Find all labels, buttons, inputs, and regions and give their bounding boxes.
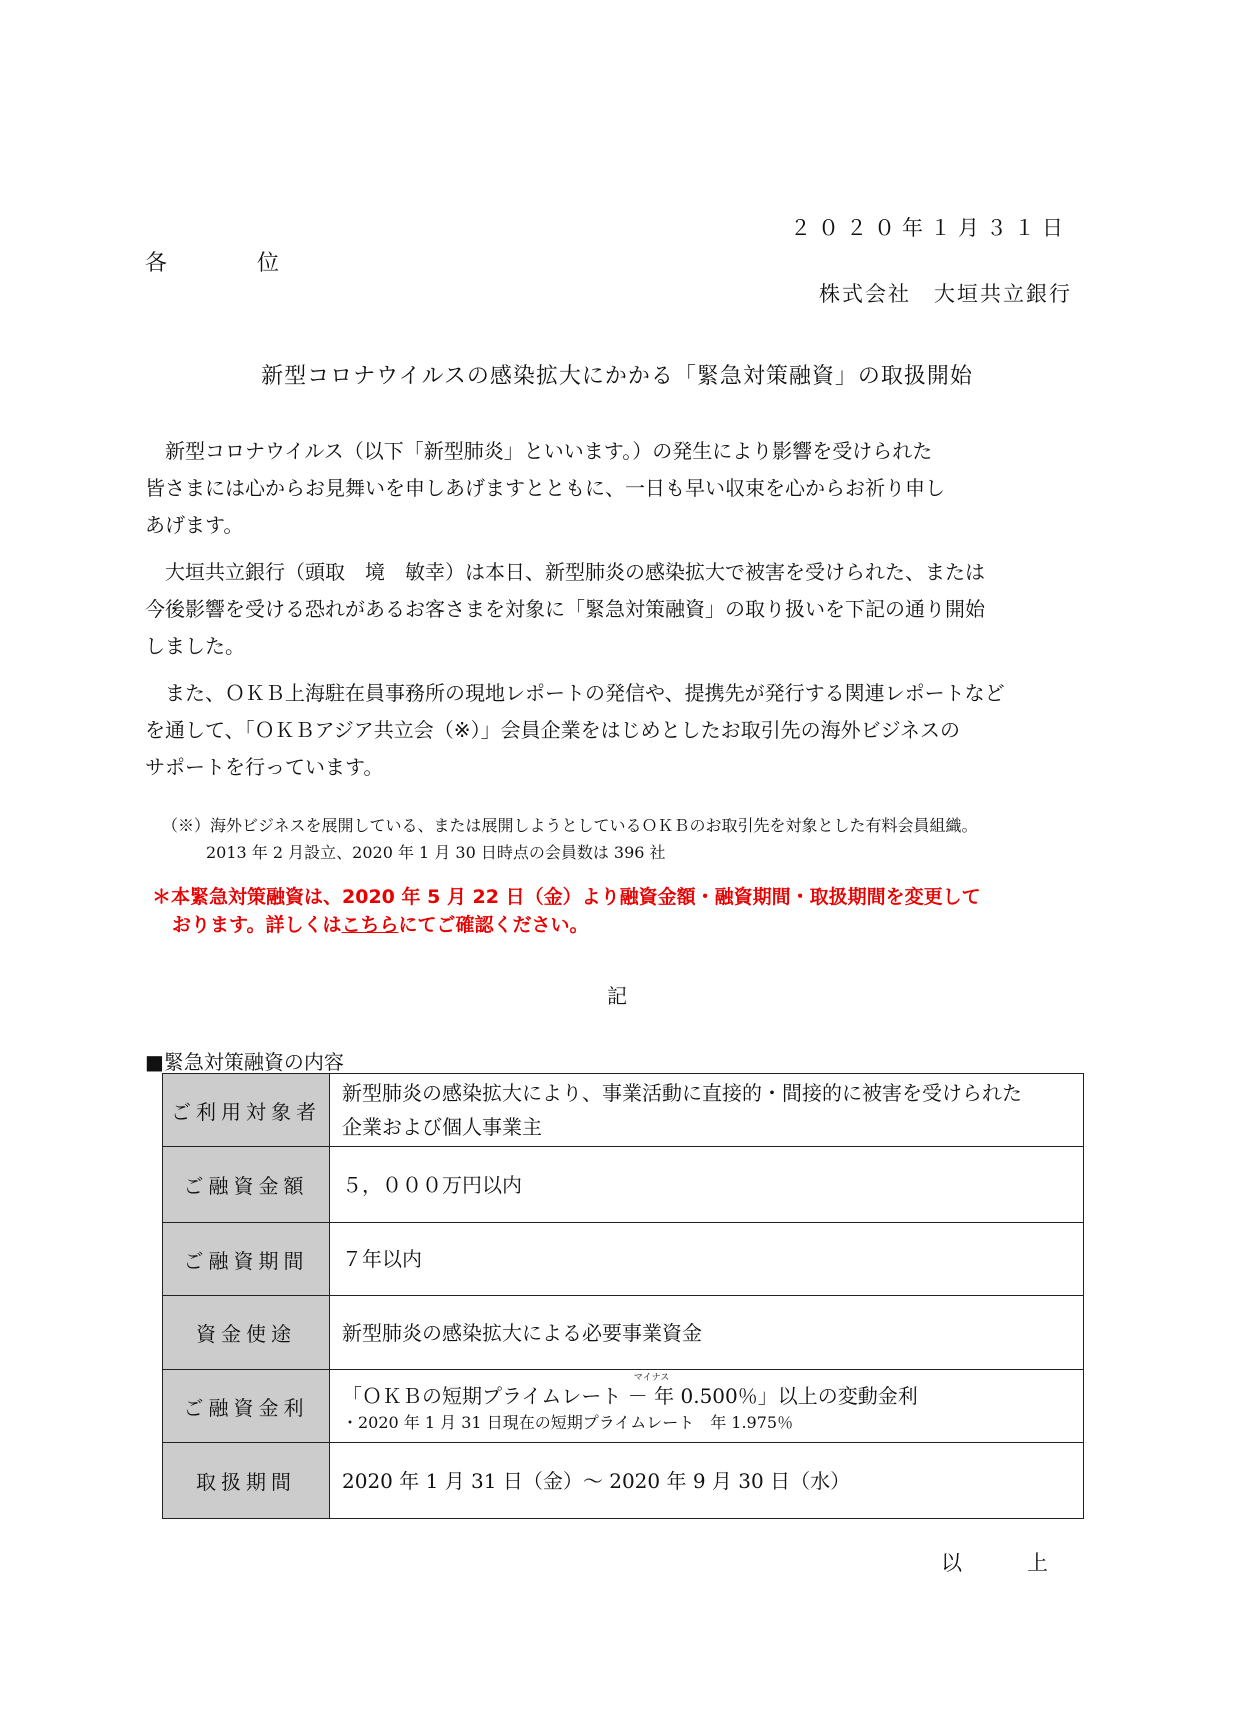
row-value: 新型肺炎の感染拡大による必要事業資金	[330, 1296, 1084, 1370]
row-value	[330, 1074, 1084, 1147]
row-value: ７年以内	[330, 1223, 1084, 1296]
table-row	[163, 1147, 1084, 1223]
loan-details-table	[162, 1073, 1084, 1519]
row-label: ご融資金額	[163, 1147, 330, 1223]
minus-symbol: －	[627, 1384, 648, 1408]
row-label: 取扱期間	[163, 1443, 330, 1519]
section-heading: ■緊急対策融資の内容	[145, 1050, 344, 1074]
paragraph-line: また、ＯＫＢ上海駐在員事務所の現地レポートの発信や、提携先が発行する関連レポートなど	[165, 681, 1005, 705]
value-line: 新型肺炎の感染拡大により、事業活動に直接的・間接的に被害を受けられた	[342, 1081, 1022, 1105]
row-label: ご融資期間	[163, 1223, 330, 1296]
paragraph-line: 新型コロナウイルス（以下「新型肺炎」といいます。）の発生により影響を受けられた	[165, 439, 933, 463]
rate-text: 「ＯＫＢの短期プライムレート	[342, 1384, 622, 1408]
row-label: 資金使途	[163, 1296, 330, 1370]
closing-mark: 以 上	[941, 1551, 1070, 1575]
value-line: 企業および個人事業主	[342, 1115, 542, 1139]
addressee: 各 位	[145, 251, 314, 276]
minus-sign	[627, 1373, 670, 1413]
paragraph-greeting	[145, 433, 1070, 544]
notice-line	[152, 911, 981, 939]
document-date: ２０２０年１月３１日	[790, 216, 1070, 240]
paragraph-announcement	[145, 554, 1070, 665]
paragraph-line: しました。	[145, 634, 245, 658]
paragraph-line	[145, 712, 1070, 749]
paragraph-text: を通して、	[145, 718, 245, 742]
notice-text: おります。詳しくは	[172, 914, 342, 936]
paragraph-line: あげます。	[145, 513, 244, 537]
ki-heading: 記	[607, 984, 627, 1008]
paragraph-line	[145, 591, 1070, 628]
details-link[interactable]: こちら	[341, 914, 399, 936]
document-title: 新型コロナウイルスの感染拡大にかかる「緊急対策融資」の取扱開始	[261, 364, 973, 389]
paragraph-emphasis: 「緊急対策融資」の取り扱いを下記の通り開始	[565, 597, 985, 621]
table-row	[163, 1370, 1084, 1443]
row-value: ５，０００万円以内	[330, 1147, 1084, 1223]
row-value	[330, 1370, 1084, 1443]
paragraph-line: 皆さまには心からお見舞いを申しあげますとともに、一日も早い収束を心からお祈り申し	[145, 476, 945, 500]
footnote-line: （※）海外ビジネスを展開している、または展開しようとしているＯＫＢのお取引先を対象とした有料会員組織。	[162, 816, 978, 835]
minus-reading: マイナス	[633, 1373, 670, 1383]
row-value: 2020 年 1 月 31 日（金）～ 2020 年 9 月 30 日（水）	[330, 1443, 1084, 1519]
paragraph-emphasis: サポート	[145, 755, 225, 779]
paragraph-line: 大垣共立銀行（頭取 境 敏幸）は本日、新型肺炎の感染拡大で被害を受けられた、または	[165, 560, 985, 584]
table-row	[163, 1296, 1084, 1370]
paragraph-line	[145, 749, 1070, 786]
paragraph-emphasis: 「ＯＫＢアジア共立会（※）」会員企業をはじめとしたお取引先の海外ビジネスの	[244, 718, 960, 742]
table-row	[163, 1223, 1084, 1296]
paragraph-text: 今後影響を受ける恐れがあるお客さまを対象に	[145, 597, 565, 621]
paragraph-overseas-support	[145, 675, 1070, 786]
change-notice	[152, 883, 981, 939]
row-label: ご利用対象者	[163, 1074, 330, 1147]
paragraph-text: を行っています。	[225, 755, 384, 779]
table-row	[163, 1443, 1084, 1519]
rate-text: 年 0.500％」以上の変動金利	[654, 1384, 918, 1408]
issuer-name: 株式会社 大垣共立銀行	[819, 282, 1072, 306]
notice-line: ＊本緊急対策融資は、2020 年 5 月 22 日（金）より融資金額・融資期間・取扱期間を変更して	[152, 886, 981, 908]
table-row	[163, 1074, 1084, 1147]
notice-text: にてご確認ください。	[398, 914, 589, 936]
footnote	[162, 812, 978, 866]
footnote-line: 2013 年 2 月設立、2020 年 1 月 30 日時点の会員数は 396 社	[206, 843, 666, 862]
prime-rate-note: ・2020 年 1 月 31 日現在の短期プライムレート 年 1.975％	[342, 1413, 794, 1432]
row-label: ご融資金利	[163, 1370, 330, 1443]
rate-line	[342, 1373, 1083, 1413]
